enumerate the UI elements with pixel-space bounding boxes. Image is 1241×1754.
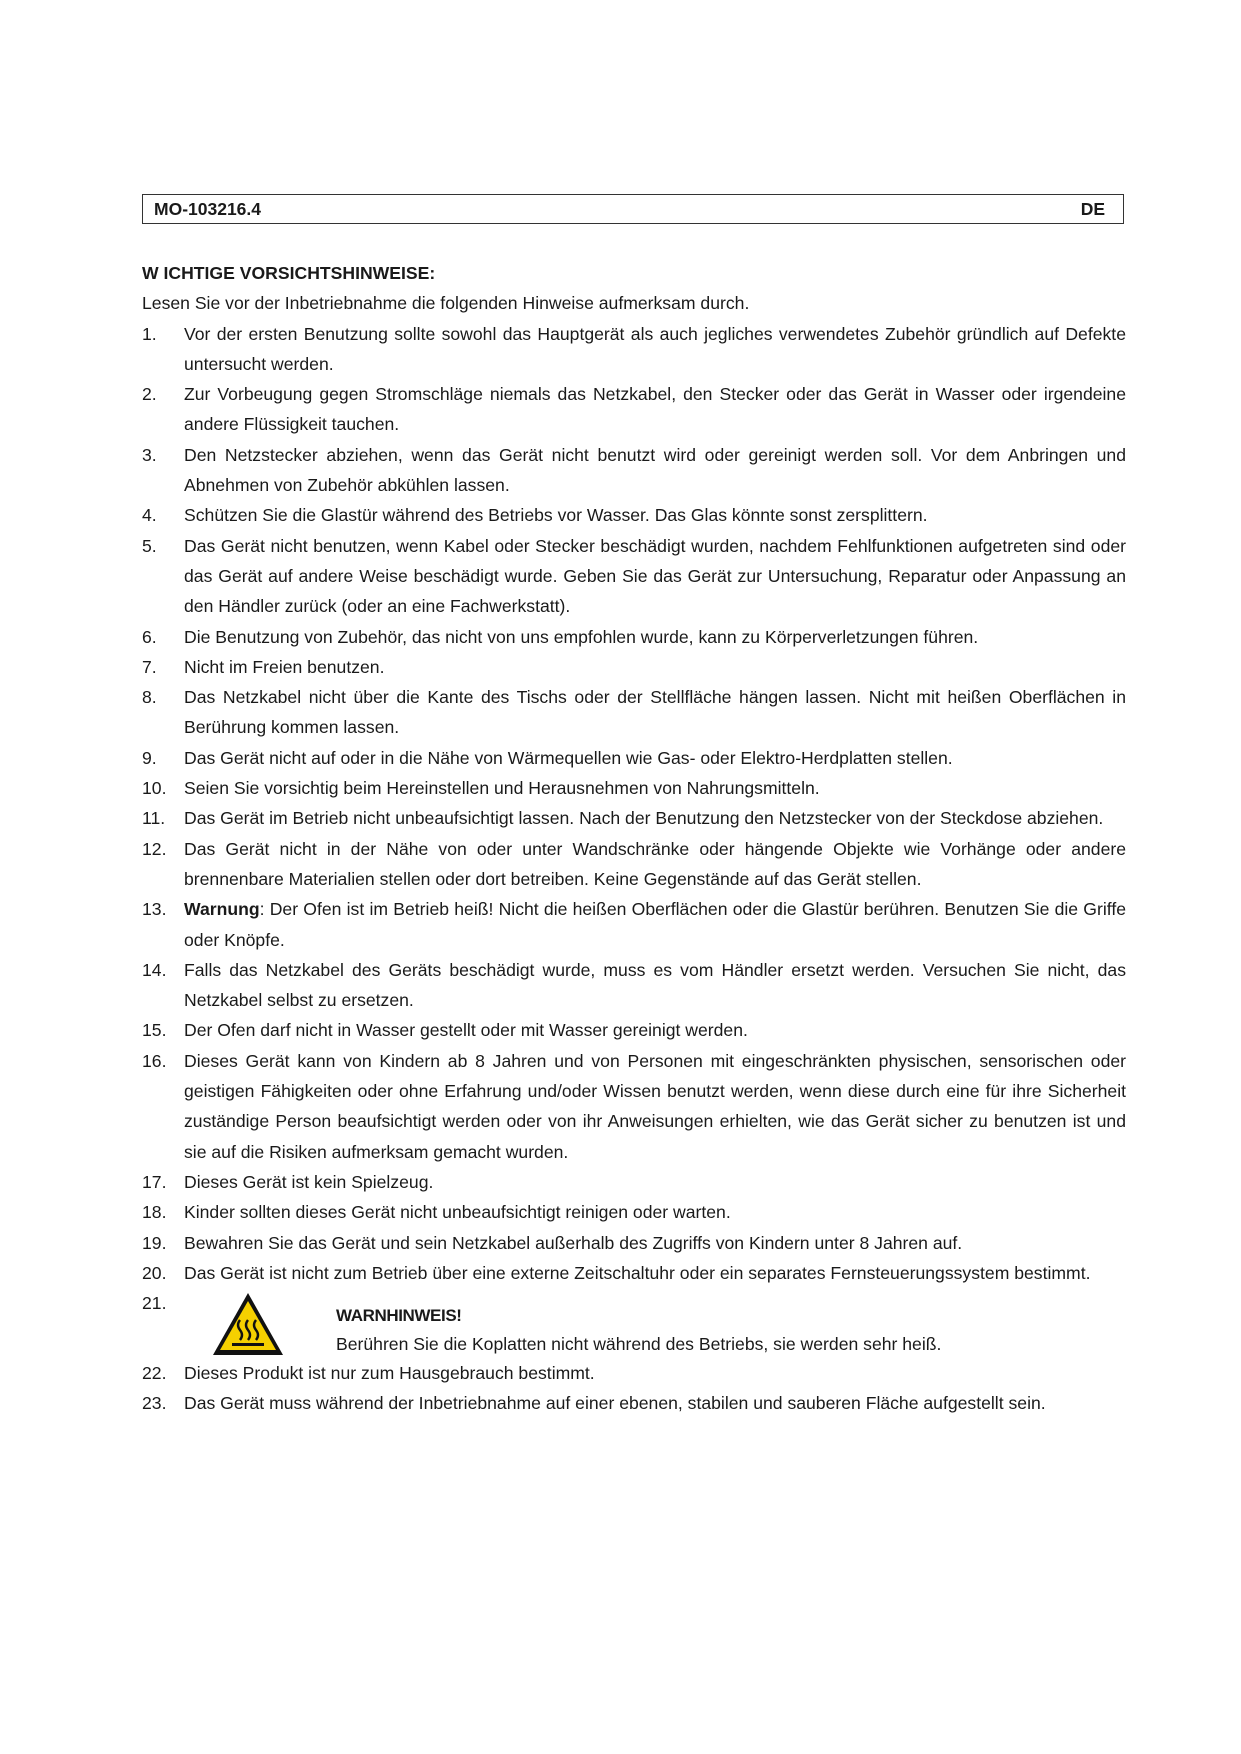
list-item bbox=[142, 955, 1126, 1016]
item-text: Zur Vorbeugung gegen Stromschläge niemals das Netzkabel, den Stecker oder das Gerät in Wasser oder irgendeine andere Flüssigkeit tauchen. bbox=[184, 384, 1126, 435]
item-text: Das Gerät muss während der Inbetriebnahme auf einer ebenen, stabilen und sauberen Fläche aufgestellt sein. bbox=[184, 1393, 1046, 1414]
item-number: 7. bbox=[142, 656, 157, 677]
item-text: Nicht im Freien benutzen. bbox=[184, 656, 385, 677]
item-text: Dieses Produkt ist nur zum Hausgebrauch bestimmt. bbox=[184, 1363, 595, 1384]
item-text: Falls das Netzkabel des Geräts beschädigt wurde, muss es vom Händler ersetzt werden. Versuchen Sie nicht, das Netzkabel selbst zu ersetzen. bbox=[184, 959, 1126, 1011]
item-text: Das Gerät nicht in der Nähe von oder unter Wandschränke oder hängende Objekte wie Vorhänge oder andere brennenbare Materialien stellen oder dort betreiben. Keine Gegenstände auf das Gerät stellen. bbox=[184, 838, 1126, 889]
list-item bbox=[142, 1228, 1126, 1258]
list-item bbox=[142, 1258, 1126, 1288]
safety-instructions bbox=[142, 258, 1126, 1419]
list-item-warning bbox=[142, 1288, 1126, 1358]
item-text: Vor der ersten Benutzung sollte sowohl das Hauptgerät als auch jegliches verwendetes Zubehör gründlich auf Defekte untersucht werden. bbox=[184, 323, 1126, 374]
list-item bbox=[142, 894, 1126, 955]
item-number: 16. bbox=[142, 1050, 167, 1071]
item-text: Das Gerät nicht benutzen, wenn Kabel oder Stecker beschädigt wurden, nachdem Fehlfunktionen aufgetreten sind oder das Gerät auf andere Weise beschädigt wurde. Geben Sie das Gerät zur Untersuchung, Reparatur oder Anpassung an den Händler zurück (oder an eine Fachwerkstatt). bbox=[184, 535, 1126, 617]
item-text: Das Gerät im Betrieb nicht unbeaufsichtigt lassen. Nach der Benutzung den Netzstecker von der Steckdose abziehen. bbox=[184, 808, 1104, 829]
warning-title: WARNHINWEIS! bbox=[336, 1306, 462, 1326]
list-item bbox=[142, 773, 1126, 803]
list-item bbox=[142, 1197, 1126, 1227]
item-number: 18. bbox=[142, 1202, 167, 1223]
list-item bbox=[142, 1167, 1126, 1197]
warning-block bbox=[184, 1290, 1126, 1358]
item-number: 13. bbox=[142, 899, 167, 920]
item-number: 6. bbox=[142, 626, 157, 647]
list-item bbox=[142, 682, 1126, 743]
item-text: Dieses Gerät ist kein Spielzeug. bbox=[184, 1171, 434, 1192]
item-text: Bewahren Sie das Gerät und sein Netzkabel außerhalb des Zugriffs von Kindern unter 8 Jahren auf. bbox=[184, 1232, 963, 1253]
item-number: 4. bbox=[142, 505, 157, 526]
item-text: Die Benutzung von Zubehör, das nicht von uns empfohlen wurde, kann zu Körperverletzungen führen. bbox=[184, 626, 979, 647]
item-text bbox=[184, 894, 1126, 955]
item-number: 9. bbox=[142, 747, 157, 768]
warning-text bbox=[336, 1302, 941, 1358]
intro-text: Lesen Sie vor der Inbetriebnahme die folgenden Hinweise aufmerksam durch. bbox=[142, 293, 750, 314]
item-number: 23. bbox=[142, 1393, 167, 1414]
item-text: Der Ofen darf nicht in Wasser gestellt oder mit Wasser gereinigt werden. bbox=[184, 1020, 748, 1041]
list-item bbox=[142, 319, 1126, 380]
list-item bbox=[142, 1358, 1126, 1388]
list-item bbox=[142, 379, 1126, 440]
item-text: Das Gerät nicht auf oder in die Nähe von Wärmequellen wie Gas- oder Elektro-Herdplatten stellen. bbox=[184, 747, 953, 768]
list-item bbox=[142, 803, 1126, 833]
item-text: Schützen Sie die Glastür während des Betriebs vor Wasser. Das Glas könnte sonst zersplittern. bbox=[184, 505, 928, 526]
item-number: 11. bbox=[142, 808, 166, 829]
list-item bbox=[142, 1015, 1126, 1045]
item-number: 19. bbox=[142, 1232, 167, 1253]
item-text bbox=[184, 1288, 1126, 1358]
warning-body: : Der Ofen ist im Betrieb heiß! Nicht die heißen Oberflächen oder die Glastür berühren. Benutzen Sie die Griffe oder Knöpfe. bbox=[184, 899, 1126, 950]
item-number: 1. bbox=[142, 323, 157, 344]
document-id: MO-103216.4 bbox=[154, 198, 262, 219]
list-item bbox=[142, 652, 1126, 682]
instruction-list bbox=[142, 319, 1126, 1419]
warning-message: Berühren Sie die Koplatten nicht während des Betriebs, sie werden sehr heiß. bbox=[336, 1334, 942, 1355]
list-item bbox=[142, 1388, 1126, 1418]
item-text: Dieses Gerät kann von Kindern ab 8 Jahren und von Personen mit eingeschränkten physischen, sensorischen oder geistigen Fähigkeiten oder ohne Erfahrung und/oder Wissen benutzt werden, wenn diese durch eine für ihre Sicherheit zuständige Person beaufsichtigt werden oder von ihr Anweisungen erhielten, wie das Gerät sicher zu benutzen ist und sie auf die Risiken aufmerksam gemacht wurden. bbox=[184, 1050, 1126, 1162]
hot-surface-warning-icon bbox=[210, 1290, 286, 1358]
section-heading: W ICHTIGE VORSICHTSHINWEISE: bbox=[142, 263, 436, 283]
item-number: 8. bbox=[142, 687, 157, 708]
item-number: 17. bbox=[142, 1171, 167, 1192]
item-number: 20. bbox=[142, 1262, 167, 1283]
list-item bbox=[142, 500, 1126, 530]
item-number: 21. bbox=[142, 1293, 167, 1314]
list-item bbox=[142, 1046, 1126, 1167]
list-item bbox=[142, 743, 1126, 773]
item-number: 3. bbox=[142, 444, 157, 465]
document-header bbox=[142, 194, 1124, 224]
item-text: Das Netzkabel nicht über die Kante des Tischs oder der Stellfläche hängen lassen. Nicht mit heißen Oberflächen in Berührung kommen lassen. bbox=[184, 687, 1126, 738]
item-number: 14. bbox=[142, 959, 167, 980]
item-number: 10. bbox=[142, 778, 167, 799]
item-text: Seien Sie vorsichtig beim Hereinstellen und Herausnehmen von Nahrungsmitteln. bbox=[184, 778, 820, 799]
item-text: Den Netzstecker abziehen, wenn das Gerät nicht benutzt wird oder gereinigt werden soll. Vor dem Anbringen und Abnehmen von Zubehör abkühlen lassen. bbox=[184, 444, 1126, 496]
item-text: Das Gerät ist nicht zum Betrieb über eine externe Zeitschaltuhr oder ein separates Fernsteuerungssystem bestimmt. bbox=[184, 1262, 1091, 1283]
item-number: 2. bbox=[142, 384, 157, 405]
item-text: Kinder sollten dieses Gerät nicht unbeaufsichtigt reinigen oder warten. bbox=[184, 1202, 731, 1223]
list-item bbox=[142, 531, 1126, 622]
item-number: 5. bbox=[142, 535, 157, 556]
language-code: DE bbox=[1080, 198, 1105, 219]
item-number: 22. bbox=[142, 1363, 167, 1384]
item-number: 15. bbox=[142, 1020, 167, 1041]
list-item bbox=[142, 622, 1126, 652]
item-number: 12. bbox=[142, 838, 167, 859]
list-item bbox=[142, 440, 1126, 501]
list-item bbox=[142, 834, 1126, 895]
warning-label: Warnung bbox=[184, 899, 260, 920]
